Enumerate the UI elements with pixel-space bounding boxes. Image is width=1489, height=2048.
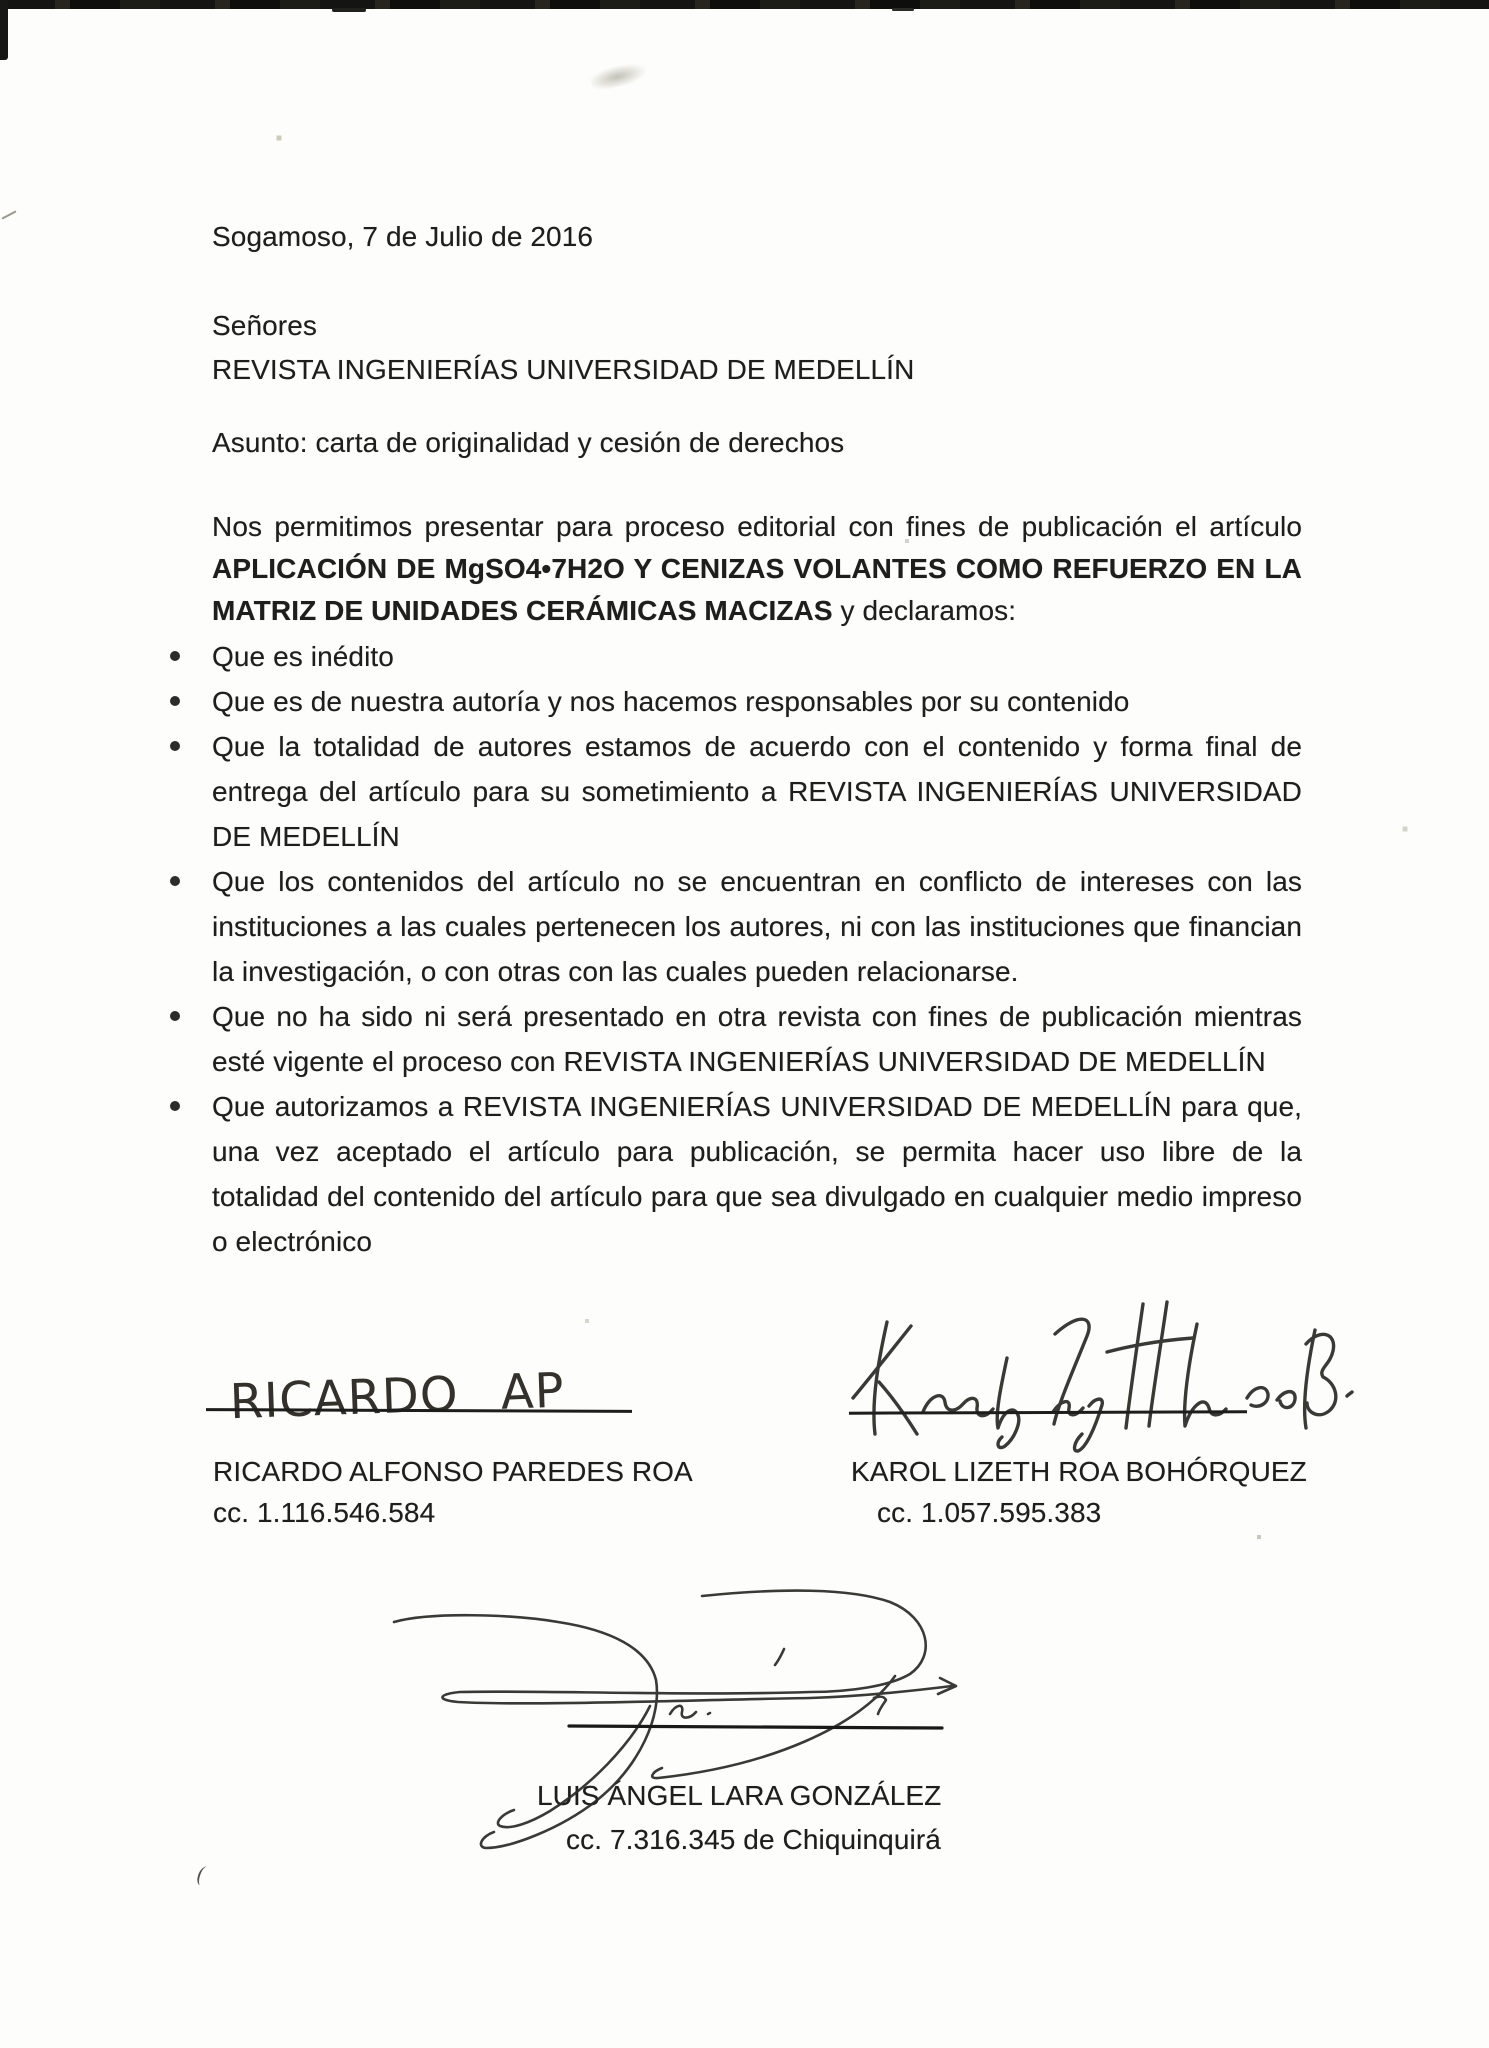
article-title: APLICACIÓN DE MgSO4•7H2O Y CENIZAS VOLANTES COMO REFUERZO EN LA MATRIZ DE UNIDADES CERÁMICAS MACIZAS — [212, 553, 1302, 626]
declaration-item: Que la totalidad de autores estamos de acuerdo con el contenido y forma final de entrega del artículo para su sometimiento a REVISTA INGENIERÍAS UNIVERSIDAD DE MEDELLÍN — [212, 724, 1302, 859]
scan-artifact-pencil-dash — [1, 210, 16, 219]
scan-artifact-left-edge — [0, 0, 8, 60]
scan-artifact-specks — [0, 0, 2, 2]
signatory-id-karol: cc. 1.057.595.383 — [877, 1497, 1102, 1528]
signatory-name-karol: KAROL LIZETH ROA BOHÓRQUEZ — [851, 1456, 1307, 1487]
declaration-item: Que es inédito — [212, 634, 1302, 679]
signature-luis-handwriting — [390, 1586, 970, 1862]
scan-artifact-top-edge — [0, 0, 1489, 9]
recipient-salutation: Señores — [212, 310, 317, 341]
signature-ricardo-text: RICARDO AP — [228, 1362, 566, 1431]
declaration-item: Que es de nuestra autoría y nos hacemos responsables por su contenido — [212, 679, 1302, 724]
scan-artifact-pen-mark — [196, 1865, 212, 1887]
date-line: Sogamoso, 7 de Julio de 2016 — [212, 221, 594, 252]
signatory-name-ricardo: RICARDO ALFONSO PAREDES ROA — [213, 1456, 693, 1487]
scan-artifact-top-blob — [332, 8, 366, 12]
declaration-item: Que autorizamos a REVISTA INGENIERÍAS UNIVERSIDAD DE MEDELLÍN para que, una vez aceptado el artículo para publicación, se permita hacer uso libre de la totalidad del contenido del artículo para que sea divulgado en cualquier medio impreso o electrónico — [212, 1084, 1302, 1264]
recipient-organization: REVISTA INGENIERÍAS UNIVERSIDAD DE MEDELLÍN — [212, 354, 915, 385]
signature-ricardo-handwriting — [208, 1340, 638, 1440]
signature-line-luis — [569, 1726, 942, 1728]
scan-artifact-top-blob — [892, 8, 914, 11]
subject-line: Asunto: carta de originalidad y cesión de derechos — [212, 427, 845, 458]
declarations-list — [212, 634, 1302, 1264]
signatory-id-luis: cc. 7.316.345 de Chiquinquirá — [566, 1824, 941, 1855]
signature-karol-handwriting — [845, 1300, 1355, 1460]
signatory-id-ricardo: cc. 1.116.546.584 — [213, 1497, 436, 1528]
declaration-item: Que no ha sido ni será presentado en otra revista con fines de publicación mientras esté vigente el proceso con REVISTA INGENIERÍAS UNIVERSIDAD DE MEDELLÍN — [212, 994, 1302, 1084]
signatory-name-luis: LUIS ÁNGEL LARA GONZÁLEZ — [537, 1780, 942, 1811]
intro-lead: Nos permitimos presentar para proceso editorial con fines de publicación el artículo — [212, 511, 1302, 542]
intro-tail: y declaramos: — [840, 595, 1017, 626]
intro-paragraph — [212, 506, 1302, 632]
declaration-item: Que los contenidos del artículo no se encuentran en conflicto de intereses con las instituciones a las cuales pertenecen los autores, ni con las instituciones que financian la investigación, o con otras con las cuales pueden relacionarse. — [212, 859, 1302, 994]
recipient-block — [212, 304, 1302, 392]
scan-artifact-smudge — [588, 57, 652, 93]
